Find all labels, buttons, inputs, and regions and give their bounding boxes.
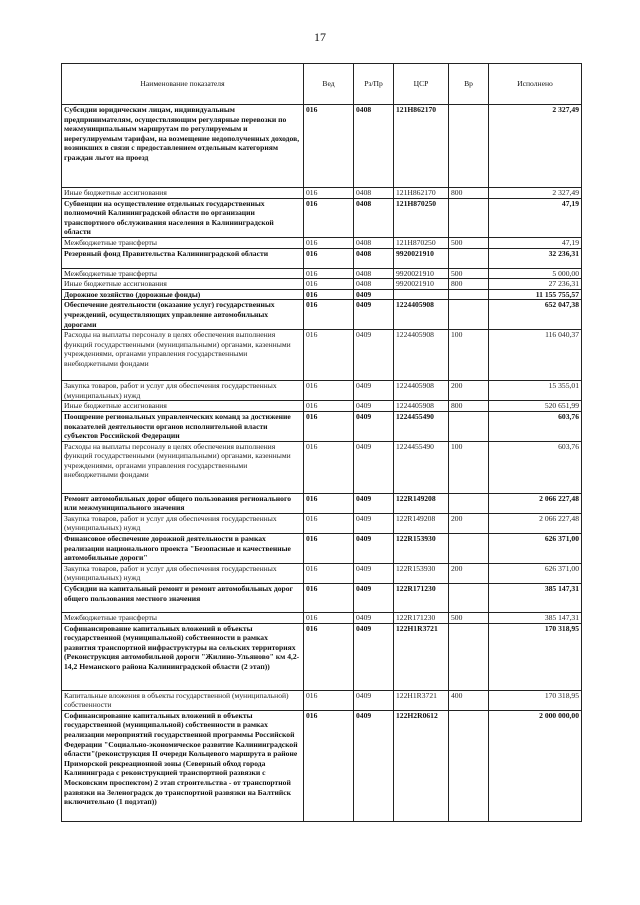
row-csr: 122R171230 <box>394 584 449 613</box>
row-ved: 016 <box>304 268 354 279</box>
row-vr: 200 <box>449 513 489 533</box>
row-vr <box>449 493 489 513</box>
row-vr <box>449 584 489 613</box>
row-name: Закупка товаров, работ и услуг для обеспечения государственных (муниципальных) нужд <box>62 381 304 401</box>
table-row <box>62 237 582 248</box>
row-ved: 016 <box>304 381 354 401</box>
row-rzpr: 0408 <box>354 198 394 237</box>
table-header-row <box>62 64 582 105</box>
row-executed: 11 155 755,57 <box>489 289 582 300</box>
row-executed: 170 318,95 <box>489 623 582 690</box>
row-rzpr: 0409 <box>354 690 394 710</box>
row-ved: 016 <box>304 198 354 237</box>
row-ved: 016 <box>304 513 354 533</box>
row-rzpr: 0409 <box>354 411 394 441</box>
row-executed: 603,76 <box>489 441 582 493</box>
row-name: Расходы на выплаты персоналу в целях обеспечения выполнения функций государственными (муниципальными) органами, казенными учреждениями, органами управления государственными внебюджетными фондами <box>62 330 304 381</box>
row-csr: 122H2R0612 <box>394 710 449 821</box>
table-row <box>62 584 582 613</box>
row-csr: 1224405908 <box>394 381 449 401</box>
header-csr: ЦСР <box>394 64 449 105</box>
row-name: Обеспечение деятельности (оказание услуг) государственных учреждений, осуществляющих управление автомобильных дорогами <box>62 300 304 330</box>
row-rzpr: 0409 <box>354 441 394 493</box>
row-vr: 500 <box>449 613 489 624</box>
header-executed: Исполнено <box>489 64 582 105</box>
row-csr: 122R171230 <box>394 613 449 624</box>
row-csr: 9920021910 <box>394 248 449 268</box>
row-executed: 2 000 000,00 <box>489 710 582 821</box>
row-executed: 47,19 <box>489 198 582 237</box>
row-name: Дорожное хозяйство (дорожные фонды) <box>62 289 304 300</box>
row-vr <box>449 289 489 300</box>
row-rzpr: 0408 <box>354 237 394 248</box>
row-vr: 500 <box>449 237 489 248</box>
row-name: Иные бюджетные ассигнования <box>62 188 304 199</box>
row-executed: 652 047,38 <box>489 300 582 330</box>
row-csr: 9920021910 <box>394 268 449 279</box>
row-name: Субвенции на осуществление отдельных государственных полномочий Калининградской области по организации транспортного обслуживания населения в Калининградской области <box>62 198 304 237</box>
row-executed: 520 651,99 <box>489 401 582 412</box>
row-name: Межбюджетные трансферты <box>62 613 304 624</box>
row-csr: 122H1R3721 <box>394 690 449 710</box>
row-vr: 200 <box>449 381 489 401</box>
row-vr <box>449 710 489 821</box>
row-ved: 016 <box>304 710 354 821</box>
header-ved: Вед <box>304 64 354 105</box>
row-name: Закупка товаров, работ и услуг для обеспечения государственных (муниципальных) нужд <box>62 563 304 583</box>
row-csr: 9920021910 <box>394 279 449 290</box>
row-executed: 32 236,31 <box>489 248 582 268</box>
row-name: Софинансирование капитальных вложений в объекты государственной (муниципальной) собственности в рамках развития транспортной инфраструктуры на сельских территориях (Реконструкция автомобильной дороги "Жилино-Ульяново" км 4,2-14,2 Неманского района Калининградской области (2 этап)) <box>62 623 304 690</box>
row-executed: 626 371,00 <box>489 563 582 583</box>
table-row <box>62 401 582 412</box>
row-name: Межбюджетные трансферты <box>62 237 304 248</box>
row-vr: 200 <box>449 563 489 583</box>
row-csr: 1224405908 <box>394 300 449 330</box>
row-executed: 5 000,00 <box>489 268 582 279</box>
row-vr <box>449 248 489 268</box>
row-ved: 016 <box>304 401 354 412</box>
table-row <box>62 690 582 710</box>
row-csr: 122R149208 <box>394 513 449 533</box>
row-csr: 1224455490 <box>394 411 449 441</box>
row-name: Иные бюджетные ассигнования <box>62 279 304 290</box>
row-ved: 016 <box>304 534 354 564</box>
row-csr: 121H870250 <box>394 198 449 237</box>
row-name: Поощрение региональных управленческих команд за достижение показателей деятельности органов исполнительной власти субъектов Российской Федерации <box>62 411 304 441</box>
row-name: Расходы на выплаты персоналу в целях обеспечения выполнения функций государственными (муниципальными) органами, казенными учреждениями, органами управления государственными внебюджетными фондами <box>62 441 304 493</box>
row-csr: 1224405908 <box>394 401 449 412</box>
row-ved: 016 <box>304 441 354 493</box>
row-csr: 121H862170 <box>394 105 449 188</box>
row-rzpr: 0408 <box>354 105 394 188</box>
table-row <box>62 198 582 237</box>
budget-execution-table <box>61 63 582 822</box>
header-rzpr: Рз/Пр <box>354 64 394 105</box>
row-rzpr: 0409 <box>354 534 394 564</box>
row-executed: 116 040,37 <box>489 330 582 381</box>
row-rzpr: 0409 <box>354 584 394 613</box>
row-vr: 100 <box>449 441 489 493</box>
row-executed: 626 371,00 <box>489 534 582 564</box>
row-name: Капитальные вложения в объекты государственной (муниципальной) собственности <box>62 690 304 710</box>
table-row <box>62 563 582 583</box>
row-vr <box>449 534 489 564</box>
row-rzpr: 0409 <box>354 613 394 624</box>
row-ved: 016 <box>304 690 354 710</box>
row-vr: 100 <box>449 330 489 381</box>
row-name: Закупка товаров, работ и услуг для обеспечения государственных (муниципальных) нужд <box>62 513 304 533</box>
table-row <box>62 289 582 300</box>
row-vr: 400 <box>449 690 489 710</box>
row-rzpr: 0409 <box>354 563 394 583</box>
row-csr: 122H1R3721 <box>394 623 449 690</box>
row-csr: 121H862170 <box>394 188 449 199</box>
row-executed: 2 327,49 <box>489 188 582 199</box>
row-name: Субсидии юридическим лицам, индивидуальным предпринимателям, осуществляющим регулярные перевозки по межмуниципальным маршрутам по регулируемым и нерегулируемым тарифам, на возмещение недополученных доходов, возникших в связи с предоставлением отдельным категориям граждан льгот на проезд <box>62 105 304 188</box>
table-row <box>62 493 582 513</box>
table-row <box>62 188 582 199</box>
row-executed: 170 318,95 <box>489 690 582 710</box>
row-csr <box>394 289 449 300</box>
row-vr: 800 <box>449 401 489 412</box>
table-row <box>62 105 582 188</box>
row-name: Софинансирование капитальных вложений в объекты государственной (муниципальной) собственности в рамках реализации мероприятий государственной программы Российской Федерации "Социально-экономическое развитие Калининградской области"(реконструкция II очереди Кольцевого маршрута в районе Приморской рекреационной зоны (Северный обход города Калининграда с реконструкцией транспортной развязки с Московским проспектом) 2 этап строительства - от транспортной развязки на Зеленоградск до транспортной развязки на Балтийск включительно (1 подэтап)) <box>62 710 304 821</box>
row-name: Субсидии на капитальный ремонт и ремонт автомобильных дорог общего пользования местного значения <box>62 584 304 613</box>
row-vr: 800 <box>449 279 489 290</box>
table-row <box>62 300 582 330</box>
row-executed: 47,19 <box>489 237 582 248</box>
row-executed: 2 066 227,48 <box>489 493 582 513</box>
table-row <box>62 330 582 381</box>
table-row <box>62 279 582 290</box>
row-ved: 016 <box>304 584 354 613</box>
row-vr <box>449 411 489 441</box>
row-executed: 2 066 227,48 <box>489 513 582 533</box>
table-row <box>62 534 582 564</box>
row-rzpr: 0408 <box>354 188 394 199</box>
header-vr: Вр <box>449 64 489 105</box>
table-row <box>62 268 582 279</box>
row-ved: 016 <box>304 105 354 188</box>
row-csr: 122R153930 <box>394 563 449 583</box>
row-rzpr: 0409 <box>354 623 394 690</box>
table-row <box>62 441 582 493</box>
row-name: Финансовое обеспечение дорожной деятельности в рамках реализации национального проекта "Безопасные и качественные автомобильные дороги" <box>62 534 304 564</box>
row-rzpr: 0408 <box>354 248 394 268</box>
row-ved: 016 <box>304 289 354 300</box>
row-executed: 385 147,31 <box>489 613 582 624</box>
row-ved: 016 <box>304 188 354 199</box>
row-executed: 603,76 <box>489 411 582 441</box>
table-row <box>62 513 582 533</box>
row-csr: 121H870250 <box>394 237 449 248</box>
row-name: Межбюджетные трансферты <box>62 268 304 279</box>
row-csr: 1224405908 <box>394 330 449 381</box>
table-row <box>62 411 582 441</box>
table-row <box>62 248 582 268</box>
row-ved: 016 <box>304 300 354 330</box>
row-name: Иные бюджетные ассигнования <box>62 401 304 412</box>
row-ved: 016 <box>304 279 354 290</box>
table-row <box>62 613 582 624</box>
table-row <box>62 623 582 690</box>
row-rzpr: 0408 <box>354 268 394 279</box>
row-executed: 2 327,49 <box>489 105 582 188</box>
row-vr: 500 <box>449 268 489 279</box>
row-csr: 122R153930 <box>394 534 449 564</box>
table-row <box>62 381 582 401</box>
row-rzpr: 0409 <box>354 289 394 300</box>
row-executed: 385 147,31 <box>489 584 582 613</box>
row-ved: 016 <box>304 237 354 248</box>
table-body <box>62 105 582 822</box>
row-name: Ремонт автомобильных дорог общего пользования регионального или межмуниципального значения <box>62 493 304 513</box>
page-number: 17 <box>314 30 326 44</box>
row-ved: 016 <box>304 411 354 441</box>
row-rzpr: 0409 <box>354 401 394 412</box>
row-rzpr: 0409 <box>354 513 394 533</box>
row-rzpr: 0409 <box>354 300 394 330</box>
row-vr <box>449 300 489 330</box>
row-csr: 1224455490 <box>394 441 449 493</box>
row-vr <box>449 623 489 690</box>
row-rzpr: 0408 <box>354 279 394 290</box>
row-ved: 016 <box>304 613 354 624</box>
row-ved: 016 <box>304 493 354 513</box>
row-vr <box>449 198 489 237</box>
table-row <box>62 710 582 821</box>
row-rzpr: 0409 <box>354 381 394 401</box>
row-rzpr: 0409 <box>354 710 394 821</box>
row-rzpr: 0409 <box>354 330 394 381</box>
row-name: Резервный фонд Правительства Калининградской области <box>62 248 304 268</box>
row-rzpr: 0409 <box>354 493 394 513</box>
row-executed: 27 236,31 <box>489 279 582 290</box>
row-csr: 122R149208 <box>394 493 449 513</box>
row-ved: 016 <box>304 330 354 381</box>
row-vr: 800 <box>449 188 489 199</box>
row-executed: 15 355,01 <box>489 381 582 401</box>
row-ved: 016 <box>304 248 354 268</box>
row-vr <box>449 105 489 188</box>
row-ved: 016 <box>304 563 354 583</box>
header-name: Наименование показателя <box>62 64 304 105</box>
row-ved: 016 <box>304 623 354 690</box>
